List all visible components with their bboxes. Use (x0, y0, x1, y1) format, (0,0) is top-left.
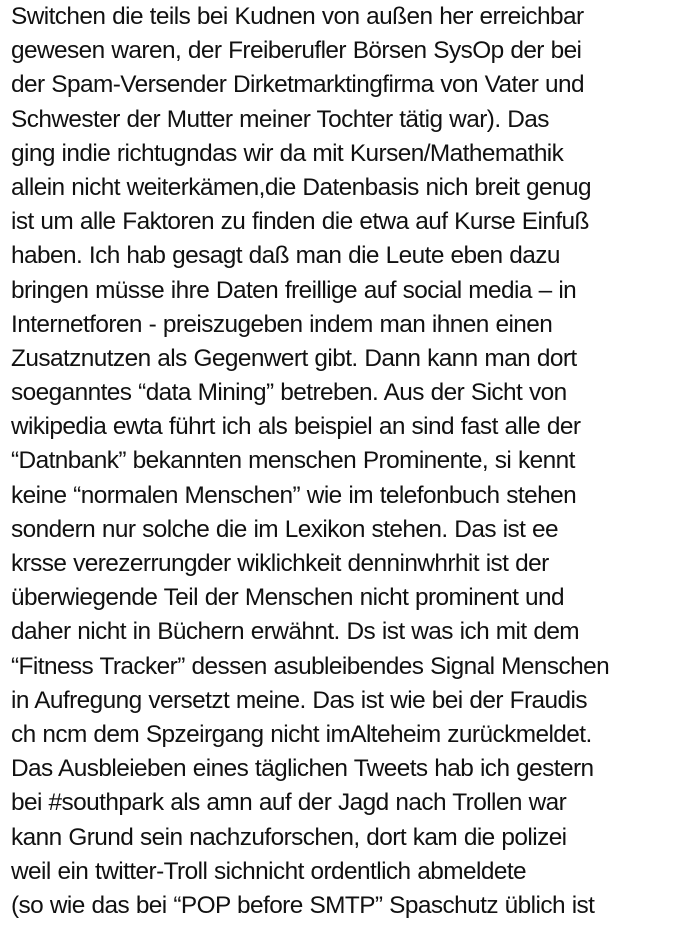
text-line: ch ncm dem Spzeirgang nicht imAlteheim zurückmeldet. (11, 720, 592, 748)
text-line: Zusatznutzen als Gegenwert gibt. Dann kann man dort (11, 344, 577, 372)
text-line: Internetforen - preiszugeben indem man ihnen einen (11, 310, 553, 338)
text-line: weil ein twitter-Troll sichnicht ordentlich abmeldete (11, 857, 527, 885)
text-line: allein nicht weiterkämen,die Datenbasis nich breit genug (11, 173, 591, 201)
text-line: “Datnbank” bekannten menschen Prominente, si kennt (11, 447, 575, 475)
text-line: wikipedia ewta führt ich als beispiel an sind fast alle der (11, 413, 581, 441)
text-line: keine “normalen Menschen” wie im telefonbuch stehen (11, 481, 577, 509)
text-line: bringen müsse ihre Daten freillige auf social media – in (11, 276, 577, 304)
text-line: in Aufregung versetzt meine. Das ist wie bei der Fraudis (11, 686, 587, 714)
text-line: “Fitness Tracker” dessen asubleibendes Signal Menschen (11, 652, 610, 680)
text-line: bei #southpark als amn auf der Jagd nach Trollen war (11, 789, 567, 817)
text-line: (so wie das bei “POP before SMTP” Spaschutz üblich ist (11, 891, 595, 919)
text-line: Das Ausbleieben eines täglichen Tweets hab ich gestern (11, 755, 594, 783)
text-line: Switchen die teils bei Kudnen von außen her erreichbar (11, 3, 584, 30)
text-line: ist um alle Faktoren zu finden die etwa auf Kurse Einfuß (11, 208, 589, 236)
text-line: sondern nur solche die im Lexikon stehen. Das ist ee (11, 515, 559, 543)
text-line: gewesen waren, der Freiberufler Börsen SysOp der bei (11, 37, 582, 65)
text-line: der Spam-Versender Dirketmarktingfirma von Vater und (11, 71, 584, 99)
body-text (11, 0, 683, 923)
text-line: daher nicht in Büchern erwähnt. Ds ist was ich mit dem (11, 618, 580, 646)
text-line: haben. Ich hab gesagt daß man die Leute eben dazu (11, 242, 560, 270)
text-line: überwiegende Teil der Menschen nicht prominent und (11, 584, 565, 612)
text-line: soeganntes “data Mining” betreben. Aus der Sicht von (11, 379, 567, 407)
text-line: Schwester der Mutter meiner Tochter tätig war). Das (11, 105, 549, 133)
text-line: ging indie richtugndas wir da mit Kursen/Mathemathik (11, 139, 564, 167)
text-line: kann Grund sein nachzuforschen, dort kam die polizei (11, 823, 567, 851)
text-line: krsse verezerrungder wiklichkeit denninwhrhit ist der (11, 550, 549, 577)
